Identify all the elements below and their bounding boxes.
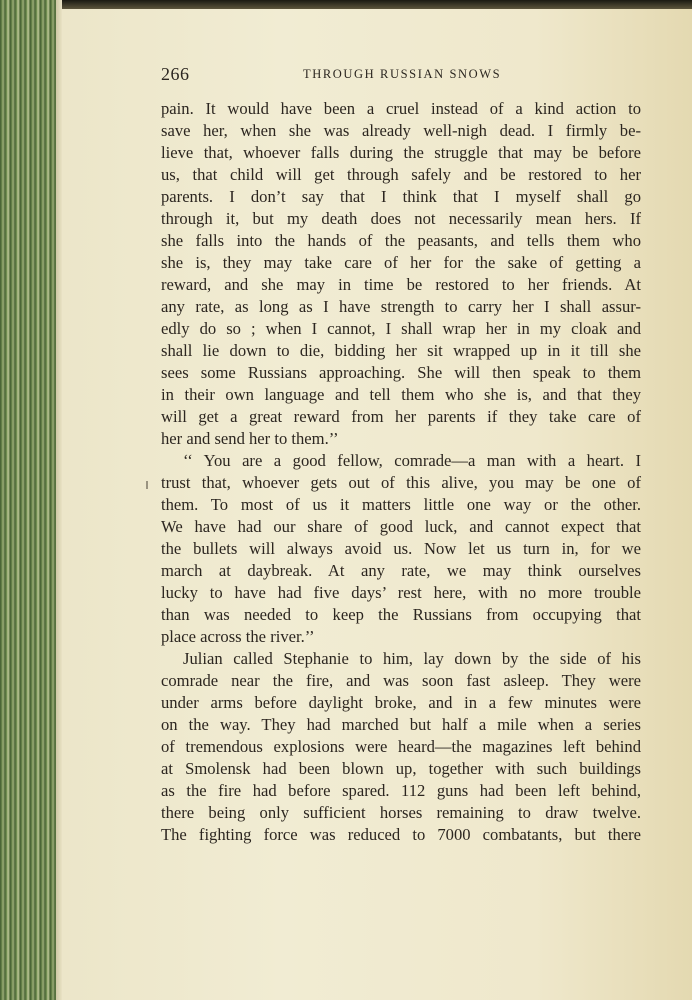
page-header	[161, 64, 641, 84]
text-line: will get a great reward from her parents if they take care of	[161, 407, 641, 426]
text-line: there being only sufficient horses remaining to draw twelve.	[161, 803, 641, 822]
body-text	[161, 98, 641, 846]
page-number: 266	[161, 64, 190, 84]
running-head: THROUGH RUSSIAN SNOWS	[303, 67, 502, 81]
text-line: than was needed to keep the Russians from occupying that	[161, 605, 641, 624]
text-line: sees some Russians approaching. She will then speak to them	[161, 363, 641, 382]
text-line: she is, they may take care of her for the sake of getting a	[161, 253, 641, 272]
text-line: the bullets will always avoid us. Now let us turn in, for we	[161, 539, 641, 558]
text-line: she falls into the hands of the peasants, and tells them who	[161, 231, 641, 250]
text-line: Julian called Stephanie to him, lay down by the side of his	[183, 649, 641, 668]
text-line: lucky to have had five days’ rest here, with no more trouble	[161, 583, 641, 602]
text-line: ‘‘ You are a good fellow, comrade—a man with a heart. I	[183, 451, 641, 470]
text-line: The fighting force was reduced to 7000 combatants, but there	[161, 825, 641, 844]
text-line: pain. It would have been a cruel instead of a kind action to	[161, 99, 641, 118]
text-line: at Smolensk had been blown up, together with such buildings	[161, 759, 641, 778]
text-line: save her, when she was already well-nigh dead. I firmly be-	[161, 121, 641, 140]
text-line: through it, but my death does not necessarily mean hers. If	[161, 209, 641, 228]
text-line: parents. I don’t say that I think that I myself shall go	[161, 187, 641, 206]
text-line: them. To most of us it matters little one way or the other.	[161, 495, 641, 514]
text-line: place across the river.’’	[161, 627, 315, 646]
text-line: us, that child will get through safely and be restored to her	[161, 165, 641, 184]
text-line: march at daybreak. At any rate, we may think ourselves	[161, 561, 641, 580]
text-line: We have had our share of good luck, and cannot expect that	[161, 517, 641, 536]
text-line: her and send her to them.’’	[161, 429, 339, 448]
book-spine-edge	[0, 0, 62, 1000]
text-line: comrade near the fire, and was soon fast asleep. They were	[161, 671, 641, 690]
text-line: trust that, whoever gets out of this alive, you may be one of	[161, 473, 641, 492]
text-line: reward, and she may in time be restored to her friends. At	[161, 275, 641, 294]
text-line: edly do so ; when I cannot, I shall wrap her in my cloak and	[161, 319, 641, 338]
text-line: shall lie down to die, bidding her sit wrapped up in it till she	[161, 341, 641, 360]
text-line: in their own language and tell them who she is, and that they	[161, 385, 641, 404]
scan-top-edge	[0, 0, 692, 9]
text-line: lieve that, whoever falls during the struggle that may be before	[161, 143, 641, 162]
text-line: as the fire had before spared. 112 guns had been left behind,	[161, 781, 641, 800]
margin-mark	[146, 481, 148, 489]
text-line: any rate, as long as I have strength to carry her I shall assur-	[161, 297, 641, 316]
text-line: of tremendous explosions were heard—the magazines left behind	[161, 737, 641, 756]
text-line: on the way. They had marched but half a mile when a series	[161, 715, 641, 734]
text-line: under arms before daylight broke, and in a few minutes were	[161, 693, 641, 712]
